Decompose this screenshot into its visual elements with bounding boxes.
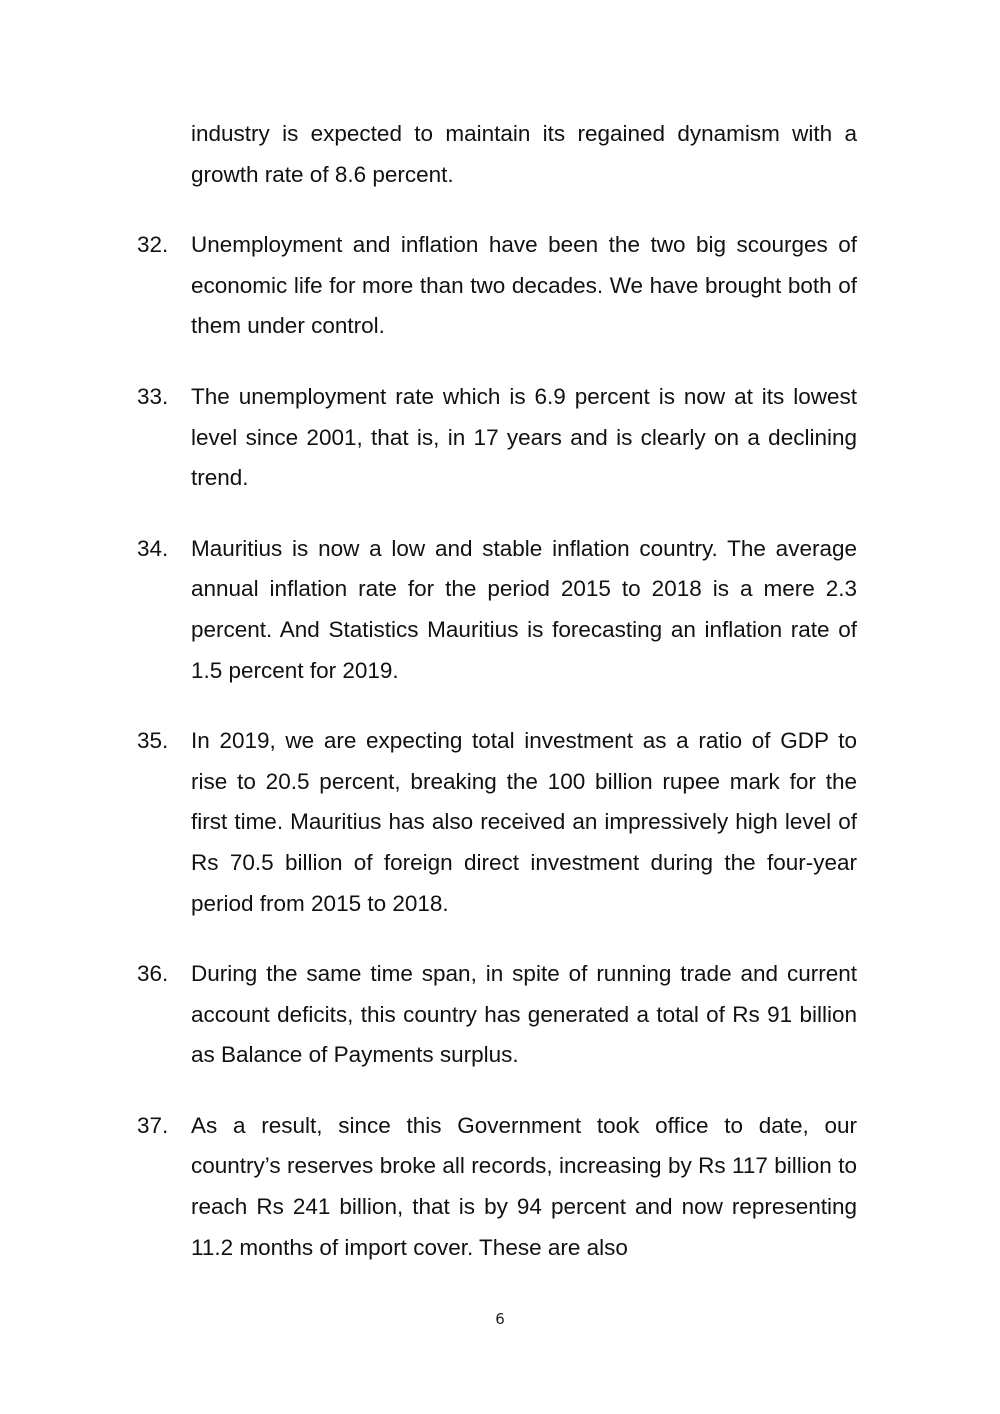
paragraph-36 — [137, 954, 857, 1076]
paragraph-number: 34. — [137, 535, 169, 561]
paragraph-35 — [137, 721, 857, 924]
paragraph-32 — [137, 225, 857, 347]
paragraph-text: As a result, since this Government took office to date, our country’s reserves broke all records, increasing by Rs 117 billion to reach Rs 241 billion, that is by 94 percent and now representing 11.2 months of import cover. These are also — [191, 1112, 857, 1260]
paragraph-34 — [137, 529, 857, 691]
paragraph-text: Unemployment and inflation have been the two big scourges of economic life for more than two decades. We have brought both of them under control. — [191, 232, 857, 339]
paragraph-text: In 2019, we are expecting total investment as a ratio of GDP to rise to 20.5 percent, breaking the 100 billion rupee mark for the first time. Mauritius has also received an impressively high level of Rs 70.5 billion of foreign direct investment during the four-year period from 2015 to 2018. — [191, 728, 857, 916]
page-number: 6 — [495, 1310, 505, 1328]
continuation-paragraph — [137, 114, 857, 195]
paragraph-number-blank — [137, 114, 191, 195]
paragraph-33 — [137, 377, 857, 499]
body-text — [137, 114, 857, 1298]
paragraph-text: industry is expected to maintain its regained dynamism with a growth rate of 8.6 percent. — [191, 121, 857, 187]
paragraph-number: 33. — [137, 383, 169, 409]
paragraph-text: Mauritius is now a low and stable inflation country. The average annual inflation rate for the period 2015 to 2018 is a mere 2.3 percent. And Statistics Mauritius is forecasting an inflation rate of 1.5 percent for 2019. — [191, 535, 857, 683]
paragraph-text: The unemployment rate which is 6.9 percent is now at its lowest level since 2001, that is, in 17 years and is clearly on a declining trend. — [191, 383, 857, 491]
paragraph-number: 37. — [137, 1112, 169, 1138]
paragraph-number: 32. — [137, 232, 169, 258]
paragraph-number: 36. — [137, 961, 169, 987]
paragraph-number: 35. — [137, 728, 169, 754]
paragraph-37 — [137, 1106, 857, 1268]
paragraph-text: During the same time span, in spite of running trade and current account deficits, this country has generated a total of Rs 91 billion as Balance of Payments surplus. — [191, 961, 857, 1068]
